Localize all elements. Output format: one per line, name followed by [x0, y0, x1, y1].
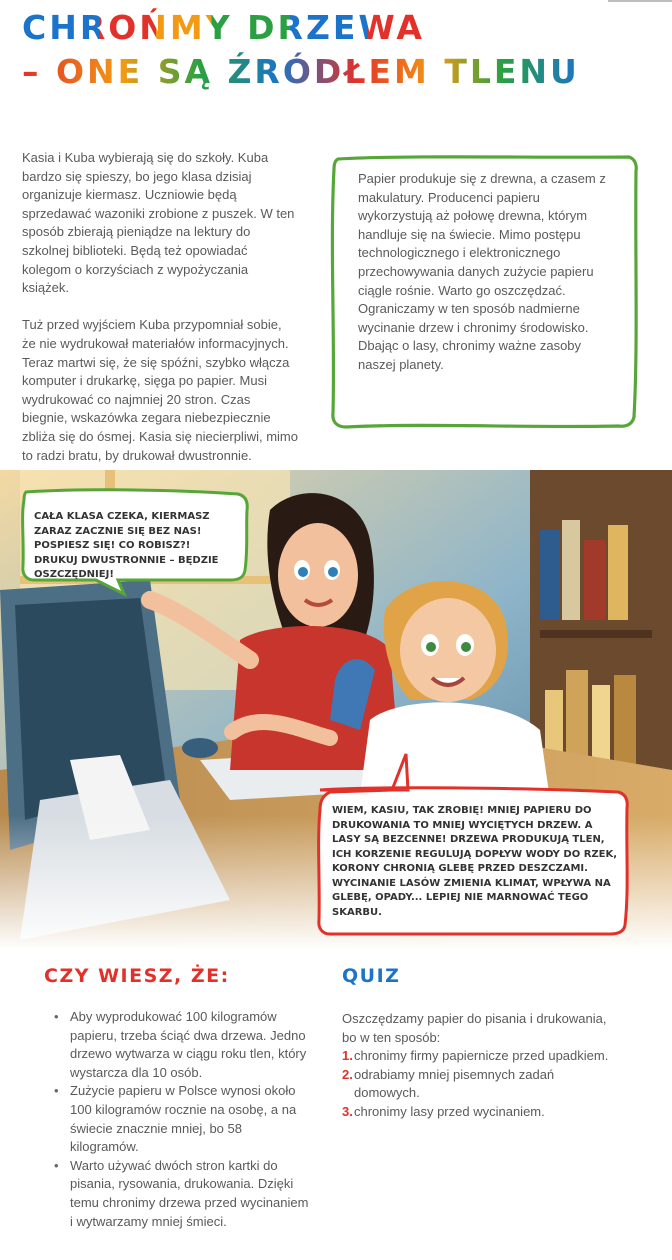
story-text: [22, 149, 298, 484]
page-title: [22, 6, 580, 94]
quiz-option-text: odrabiamy mniej pisemnych zadań domowych.: [354, 1066, 555, 1101]
quiz-option-number: 3.: [342, 1103, 353, 1119]
quiz-option-2[interactable]: [342, 1066, 612, 1103]
quiz-option-text: chronimy lasy przed wycinaniem.: [354, 1103, 545, 1119]
quiz-option-text: chronimy firmy papiernicze przed upadkiem.: [354, 1048, 609, 1063]
quiz-option-number: 1.: [342, 1048, 353, 1063]
top-rule: [608, 0, 672, 2]
story-paragraph-1: Kasia i Kuba wybierają się do szkoły. Kuba bardzo się spieszy, bo jego klasa dzisiaj organizuje kiermasz. Uczniowie będą sprzedawać wazoniki zrobione z puszek. W ten sposób zbierają pieniądze na lektury do szkolnej biblioteki. Będą też opowiadać kolegom o korzyściach z wypożyczania książek.: [22, 150, 295, 296]
fact-item: • Warto używać dwóch stron kartki do pisania, rysowania, drukowania. Dzięki temu chronimy drzewa przed wycinaniem i wytwarzamy mniej śmieci.: [52, 1157, 314, 1231]
kasia-speech-bubble: CAŁA KLASA CZEKA, KIERMASZ ZARAZ ZACZNIE SIĘ BEZ NAS! POSPIESZ SIĘ! CO ROBISZ?! DRUKUJ DWUSTRONNIE – BĘDZIE OSZCZĘDNIEJ!: [34, 511, 219, 580]
title-line-1: CHROŃMY DRZEWA: [22, 6, 580, 50]
did-you-know-list: [52, 1008, 314, 1231]
quiz-intro: Oszczędzamy papier do pisania i drukowania, bo w ten sposób:: [342, 1011, 607, 1045]
info-box-text: Papier produkuje się z drewna, a czasem z makulatury. Producenci papieru wykorzystują aż połowę drewna, którym handluje się na świecie. Mimo postępu technologicznego i elektronicznego przechowywania danych zużycie papieru ciągle rośnie. Warto go oszczędzać. Ograniczamy w ten sposób nadmierne wycinanie drzew i chronimy środowisko. Dbając o lasy, chronimy ważne zasoby naszej planety.: [358, 171, 606, 372]
quiz-option-3[interactable]: [342, 1103, 612, 1122]
did-you-know-heading: CZY WIESZ, ŻE:: [44, 965, 230, 987]
quiz-option-1[interactable]: [342, 1047, 612, 1066]
fact-item: • Aby wyprodukować 100 kilogramów papieru, trzeba ściąć dwa drzewa. Jedno drzewo wytwarza w ciągu roku tlen, który wystarcza dla 10 osób.: [52, 1008, 314, 1082]
quiz-option-number: 2.: [342, 1066, 353, 1082]
quiz-options: [342, 1047, 612, 1121]
quiz-heading: QUIZ: [342, 965, 401, 987]
story-paragraph-2: Tuż przed wyjściem Kuba przypomniał sobie, że nie wydrukował materiałów informacyjnych. Teraz martwi się, że się spóźni, szybko włącza komputer i drukarkę, sięga po papier. Musi wydrukować co najmniej 20 stron. Czas biegnie, wskazówka zegara niebezpiecznie zbliża się do ósmej. Kasia się niecierpliwi, mimo to radzi bratu, by drukował dwustronnie.: [22, 317, 298, 463]
title-line-2: – ONE SĄ ŹRÓDŁEM TLENU: [22, 50, 580, 94]
fact-item: • Zużycie papieru w Polsce wynosi około 100 kilogramów rocznie na osobę, a na świecie znacznie mniej, bo 58 kilogramów.: [52, 1082, 314, 1156]
kuba-speech-bubble: WIEM, KASIU, TAK ZROBIĘ! MNIEJ PAPIERU DO DRUKOWANIA TO MNIEJ WYCIĘTYCH DRZEW. A LASY SĄ BEZCENNE! DRZEWA PRODUKUJĄ TLEN, ICH KORZENIE REGULUJĄ DOPŁYW WODY DO RZEK, KORONY CHRONIĄ GLEBĘ PRZED DESZCZAMI. WYCINANIE LASÓW ZMIENIA KLIMAT, WPŁYWA NA GLEBĘ, OPADY... LEPIEJ NIE MARNOWAĆ TEGO SKARBU.: [332, 805, 618, 918]
